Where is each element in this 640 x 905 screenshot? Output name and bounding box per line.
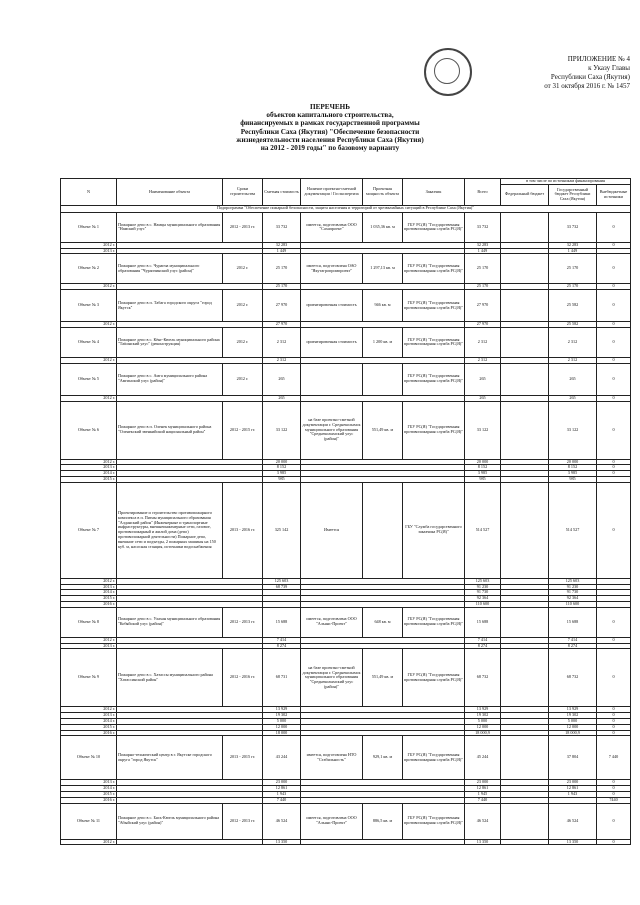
year-cost: 25 170 bbox=[263, 284, 301, 290]
year-cost: 27 970 bbox=[263, 322, 301, 328]
object-cost: 68 731 bbox=[263, 649, 301, 707]
object-row bbox=[61, 649, 631, 707]
year-total: 91 230 bbox=[465, 584, 501, 590]
object-federal bbox=[501, 736, 549, 780]
object-total: 2 312 bbox=[465, 327, 501, 357]
year-state: 8 152 bbox=[549, 465, 597, 471]
header-name: Наименование объекта bbox=[117, 179, 223, 206]
year-label: 2016 г. bbox=[61, 730, 117, 736]
object-federal bbox=[501, 254, 549, 284]
year-state: 110 600 bbox=[549, 601, 597, 607]
object-row bbox=[61, 401, 631, 459]
year-extra: 0 bbox=[597, 791, 631, 797]
object-design bbox=[301, 363, 363, 395]
year-cost: 125 603 bbox=[263, 578, 301, 584]
object-design: на базе проектно-сметной документации г. Среднеколымск муниципального образования "Среднеколымский улус (район)" bbox=[301, 401, 363, 459]
year-state: 18 000,9 bbox=[549, 730, 597, 736]
objects-table bbox=[60, 178, 631, 845]
object-period: 2012 - 2015 гг. bbox=[223, 401, 263, 459]
year-extra: 0 bbox=[597, 730, 631, 736]
object-row bbox=[61, 290, 631, 322]
object-row bbox=[61, 254, 631, 284]
object-period: 2013 - 2016 гг. bbox=[223, 482, 263, 578]
year-extra: 0 bbox=[597, 724, 631, 730]
object-design: имеется, подготовлена ООО "Сахапроект" bbox=[301, 212, 363, 242]
year-extra: 0 bbox=[597, 471, 631, 477]
object-row bbox=[61, 736, 631, 780]
year-label: 2012 г. bbox=[61, 459, 117, 465]
object-row bbox=[61, 327, 631, 357]
year-extra: 0 bbox=[597, 242, 631, 248]
year-label: 2015 г. bbox=[61, 596, 117, 602]
year-extra: 0 bbox=[597, 459, 631, 465]
object-period: 2012 - 2013 гг. bbox=[223, 607, 263, 637]
approval-line: ПРИЛОЖЕНИЕ № 4 bbox=[567, 55, 630, 63]
year-total: 23 000 bbox=[465, 780, 501, 786]
year-cost: 68 739 bbox=[263, 584, 301, 590]
year-extra: 0 bbox=[597, 637, 631, 643]
object-row bbox=[61, 803, 631, 839]
object-number: Объект № 11 bbox=[61, 803, 117, 839]
year-total: 27 970 bbox=[465, 322, 501, 328]
year-total: 12 861 bbox=[465, 786, 501, 792]
year-empty bbox=[117, 839, 263, 845]
object-total: 45 244 bbox=[465, 736, 501, 780]
year-label: 2013 г. bbox=[61, 465, 117, 471]
year-extra: 0 bbox=[597, 839, 631, 845]
object-federal bbox=[501, 649, 549, 707]
object-capacity: 1 035,36 кв. м bbox=[363, 212, 403, 242]
object-extra: 0 bbox=[597, 803, 631, 839]
object-design: Имеется bbox=[301, 482, 363, 578]
object-period: 2012 г. bbox=[223, 290, 263, 322]
object-state: 37 804 bbox=[549, 736, 597, 780]
object-extra: 0 bbox=[597, 327, 631, 357]
header-design: Наличие проектно-сметной документации / Госэкспертиза bbox=[301, 179, 363, 206]
year-extra: 0 bbox=[597, 707, 631, 713]
approval-block bbox=[470, 55, 630, 91]
year-total: 5 000 bbox=[465, 718, 501, 724]
object-total: 68 732 bbox=[465, 649, 501, 707]
object-federal bbox=[501, 363, 549, 395]
year-total: 13 350 bbox=[465, 839, 501, 845]
object-total: 46 524 bbox=[465, 803, 501, 839]
year-state: 7 414 bbox=[549, 637, 597, 643]
object-state: 265 bbox=[549, 363, 597, 395]
year-row bbox=[61, 839, 631, 845]
year-extra: 0 bbox=[597, 718, 631, 724]
header-period: Сроки строительства bbox=[223, 179, 263, 206]
year-state: 23 000 bbox=[549, 780, 597, 786]
year-label: 2015 г. bbox=[61, 476, 117, 482]
year-extra: 0 bbox=[597, 357, 631, 363]
year-label: 2014 г. bbox=[61, 590, 117, 596]
object-state: 33 122 bbox=[549, 401, 597, 459]
year-state: 1 449 bbox=[549, 248, 597, 254]
header-state: Государственный бюджет Республики Саха (Якутия) bbox=[549, 184, 597, 205]
title-line: Республики Саха (Якутия) "Обеспечение безопасности bbox=[240, 127, 420, 136]
object-capacity: 929,1 кв. м bbox=[363, 736, 403, 780]
object-customer: ГБУ РС(Я) "Государственная противопожарная служба РС(Я)" bbox=[403, 290, 465, 322]
year-label: 2015 г. bbox=[61, 724, 117, 730]
object-number: Объект № 4 bbox=[61, 327, 117, 357]
year-state: 32 283 bbox=[549, 242, 597, 248]
object-name: Пожарное депо в п. Оленек муниципального района "Оленекский эвенкийский национальный район" bbox=[117, 401, 223, 459]
year-total: 20 000 bbox=[465, 459, 501, 465]
object-extra: 7 440 bbox=[597, 736, 631, 780]
object-capacity bbox=[363, 482, 403, 578]
year-total: 110 600 bbox=[465, 601, 501, 607]
year-cost: 13 350 bbox=[263, 839, 301, 845]
object-period: 2012 - 2013 гг. bbox=[223, 212, 263, 242]
year-total: 13 929 bbox=[465, 707, 501, 713]
title-line: ПЕРЕЧЕНЬ bbox=[310, 103, 350, 111]
object-customer: ГБУ РС(Я) "Государственная противопожарная служба РС(Я)" bbox=[403, 212, 465, 242]
year-state: 25 582 bbox=[549, 322, 597, 328]
object-total: 514 527 bbox=[465, 482, 501, 578]
object-capacity: 1 297,13 кв. м bbox=[363, 254, 403, 284]
object-name: Пожарное депо в с. Чурапча муниципального образования "Чурапчинский улус (район)" bbox=[117, 254, 223, 284]
year-state: 92 364 bbox=[549, 596, 597, 602]
title-line: жизнедеятельности населения Республики Саха (Якутия) bbox=[236, 135, 424, 144]
object-number: Объект № 9 bbox=[61, 649, 117, 707]
object-cost: 15 688 bbox=[263, 607, 301, 637]
year-label: 2012 г. bbox=[61, 322, 117, 328]
year-state: 3 985 bbox=[549, 471, 597, 477]
header-num: N bbox=[61, 179, 117, 206]
year-cost: 3 985 bbox=[263, 471, 301, 477]
object-federal bbox=[501, 327, 549, 357]
object-capacity bbox=[363, 363, 403, 395]
object-state: 514 527 bbox=[549, 482, 597, 578]
object-row bbox=[61, 363, 631, 395]
year-cost: 1 943 bbox=[263, 791, 301, 797]
year-total: 265 bbox=[465, 395, 501, 401]
year-cost: 23 000 bbox=[263, 780, 301, 786]
object-total: 265 bbox=[465, 363, 501, 395]
year-total: 1 945 bbox=[465, 791, 501, 797]
year-state: 8 274 bbox=[549, 643, 597, 649]
year-label: 2013 г. bbox=[61, 643, 117, 649]
year-cost: 5 000 bbox=[263, 718, 301, 724]
year-label: 2012 г. bbox=[61, 637, 117, 643]
object-state: 15 688 bbox=[549, 607, 597, 637]
object-capacity: 551,49 кв. м bbox=[363, 401, 403, 459]
year-extra: 0 bbox=[597, 322, 631, 328]
official-seal bbox=[424, 48, 472, 96]
year-extra: 0 bbox=[597, 786, 631, 792]
object-name: Пожарное депо в с. Хатассы муниципального района "Хатассинский район" bbox=[117, 649, 223, 707]
header-incl: в том числе по источникам финансирования bbox=[501, 179, 631, 185]
object-name: Пожарное депо в с. Улахан муниципального образования "Кобяйский улус (район)" bbox=[117, 607, 223, 637]
year-label: 2012 г. bbox=[61, 242, 117, 248]
object-name: Пожарное депо в с. Намцы муниципального образования "Намский улус" bbox=[117, 212, 223, 242]
year-label: 2012 г. bbox=[61, 357, 117, 363]
object-cost: 33 122 bbox=[263, 401, 301, 459]
object-customer: ГБУ РС(Я) "Государственная противопожарная служба РС(Я)" bbox=[403, 649, 465, 707]
approval-line: к Указу Главы bbox=[588, 64, 630, 72]
year-state: 20 000 bbox=[549, 459, 597, 465]
object-extra: 0 bbox=[597, 212, 631, 242]
year-label: 2013 г. bbox=[61, 248, 117, 254]
object-customer: ГБУ РС(Я) "Государственная противопожарная служба РС(Я)" bbox=[403, 607, 465, 637]
object-number: Объект № 3 bbox=[61, 290, 117, 322]
object-extra: 0 bbox=[597, 290, 631, 322]
title-line: объектов капитального строительства, bbox=[266, 111, 394, 120]
header-cost: Сметная стоимость bbox=[263, 179, 301, 206]
year-cost: 13 929 bbox=[263, 707, 301, 713]
year-state: 91 730 bbox=[549, 590, 597, 596]
year-label: 2012 г. bbox=[61, 284, 117, 290]
year-total: 19 302 bbox=[465, 713, 501, 719]
year-label: 2013 г. bbox=[61, 584, 117, 590]
year-total: 985 bbox=[465, 476, 501, 482]
year-empty bbox=[301, 839, 465, 845]
approval-line: от 31 октября 2016 г. № 1457 bbox=[544, 82, 630, 90]
object-name: Пожарное депо в п. Табага городского округа "город Якутск" bbox=[117, 290, 223, 322]
object-capacity: 886,5 кв. м bbox=[363, 803, 403, 839]
year-extra: 7440 bbox=[597, 797, 631, 803]
year-cost: 985 bbox=[263, 476, 301, 482]
object-federal bbox=[501, 803, 549, 839]
year-cost: 7 414 bbox=[263, 637, 301, 643]
year-label: 2013 г. bbox=[61, 780, 117, 786]
object-design: имеется, подготовлена ООО "Альянс-Проект" bbox=[301, 607, 363, 637]
year-federal bbox=[501, 839, 549, 845]
object-name: Пожарное депо в с. Бясь-Кюель муниципального района "Абыйский улус (район)" bbox=[117, 803, 223, 839]
year-total: 25 170 bbox=[465, 284, 501, 290]
object-capacity: 551,49 кв. м bbox=[363, 649, 403, 707]
object-extra: 0 bbox=[597, 363, 631, 395]
year-total: 7 440 bbox=[465, 797, 501, 803]
object-customer: ГБУ РС(Я) "Государственная противопожарная служба РС(Я)" bbox=[403, 736, 465, 780]
year-state: 12 861 bbox=[549, 786, 597, 792]
year-cost: 8 274 bbox=[263, 643, 301, 649]
object-total: 25 170 bbox=[465, 254, 501, 284]
object-state: 33 732 bbox=[549, 212, 597, 242]
year-cost: 7 440 bbox=[263, 797, 301, 803]
object-federal bbox=[501, 212, 549, 242]
object-row bbox=[61, 482, 631, 578]
object-state: 25 582 bbox=[549, 290, 597, 322]
object-name: Проектирование и строительство противопожарного комплекса в п. Пятны муниципального образования "Алданский район" (Инженерные и транспортные инфраструктуры, внешнеинженерные сети, газовое, противопожарный и жилой дома (депо) противопожарной деятельности) Пожарное депо, внешние сети и подъезды, 2 пожарных машины на 150 куб. м, насосная станция, источники водоснабжения bbox=[117, 482, 223, 578]
year-cost: 20 000 bbox=[263, 459, 301, 465]
year-total: 12 000 bbox=[465, 724, 501, 730]
header-extra: Внебюджетные источники bbox=[597, 184, 631, 205]
object-total: 33 122 bbox=[465, 401, 501, 459]
object-extra: 0 bbox=[597, 649, 631, 707]
object-number: Объект № 2 bbox=[61, 254, 117, 284]
year-state: 13 350 bbox=[549, 839, 597, 845]
year-label: 2016 г. bbox=[61, 797, 117, 803]
year-total: 7 414 bbox=[465, 637, 501, 643]
object-customer: ГБУ "Служба государственного заказчика РС(Я)" bbox=[403, 482, 465, 578]
year-label: 2015 г. bbox=[61, 791, 117, 797]
object-customer: ГБУ РС(Я) "Государственная противопожарная служба РС(Я)" bbox=[403, 254, 465, 284]
object-extra: 0 bbox=[597, 401, 631, 459]
object-state: 68 732 bbox=[549, 649, 597, 707]
object-design: имеется, подготовлена ООО "Альянс-Проект" bbox=[301, 803, 363, 839]
object-federal bbox=[501, 401, 549, 459]
header-capacity: Проектная мощность объекта bbox=[363, 179, 403, 206]
object-name: Пожарное депо в с. Кёнг-Кюель муниципального района "Тattинский улус" (реконструкция) bbox=[117, 327, 223, 357]
year-label: 2014 г. bbox=[61, 718, 117, 724]
year-label: 2016 г. bbox=[61, 601, 117, 607]
year-cost: 8 152 bbox=[263, 465, 301, 471]
title-line: на 2012 - 2019 годы" по базовому варианту bbox=[260, 144, 400, 153]
year-label: 2012 г. bbox=[61, 578, 117, 584]
object-design: имеется, подготовлена НТО "Стабильность" bbox=[301, 736, 363, 780]
year-state: 91 230 bbox=[549, 584, 597, 590]
object-total: 15 688 bbox=[465, 607, 501, 637]
object-number: Объект № 10 bbox=[61, 736, 117, 780]
object-federal bbox=[501, 607, 549, 637]
year-total: 8 152 bbox=[465, 465, 501, 471]
object-cost: 27 970 bbox=[263, 290, 301, 322]
year-state: 13 929 bbox=[549, 707, 597, 713]
year-cost: 12 861 bbox=[263, 786, 301, 792]
object-cost: 265 bbox=[263, 363, 301, 395]
year-state: 5 000 bbox=[549, 718, 597, 724]
year-label: 2012 г. bbox=[61, 707, 117, 713]
title-line: финансируемых в рамках государственной программы bbox=[240, 119, 420, 128]
object-number: Объект № 8 bbox=[61, 607, 117, 637]
year-extra: 0 bbox=[597, 780, 631, 786]
year-state: 12 000 bbox=[549, 724, 597, 730]
object-period: 2012 - 2016 гг. bbox=[223, 649, 263, 707]
object-customer: ГБУ РС(Я) "Государственная противопожарная служба РС(Я)" bbox=[403, 401, 465, 459]
object-state: 46 524 bbox=[549, 803, 597, 839]
year-total: 91 730 bbox=[465, 590, 501, 596]
year-cost: 1 449 bbox=[263, 248, 301, 254]
object-federal bbox=[501, 482, 549, 578]
year-cost: 19 302 bbox=[263, 713, 301, 719]
object-period: 2012 г. bbox=[223, 363, 263, 395]
header-total: Всего bbox=[465, 179, 501, 206]
object-customer: ГБУ РС(Я) "Государственная противопожарная служба РС(Я)" bbox=[403, 327, 465, 357]
object-design: на базе проектно-сметной документации г. Среднеколымск муниципального образования "Среднеколымский улус (район)" bbox=[301, 649, 363, 707]
year-total: 3 985 bbox=[465, 471, 501, 477]
document-title bbox=[160, 103, 500, 152]
object-row bbox=[61, 212, 631, 242]
year-label: 2012 г. bbox=[61, 395, 117, 401]
object-capacity: 1 200 кв. м bbox=[363, 327, 403, 357]
object-period: 2012 г. bbox=[223, 254, 263, 284]
object-capacity: 946 кв. м bbox=[363, 290, 403, 322]
year-cost: 12 000 bbox=[263, 724, 301, 730]
year-total: 125 603 bbox=[465, 578, 501, 584]
header-federal: Федеральный бюджет bbox=[501, 184, 549, 205]
object-state: 25 170 bbox=[549, 254, 597, 284]
year-state: 1 943 bbox=[549, 791, 597, 797]
approval-line: Республики Саха (Якутия) bbox=[550, 73, 630, 81]
year-label: 2014 г. bbox=[61, 471, 117, 477]
object-total: 27 970 bbox=[465, 290, 501, 322]
year-extra: 0 bbox=[597, 284, 631, 290]
year-label: 2012 г. bbox=[61, 839, 117, 845]
year-cost: 32 283 bbox=[263, 242, 301, 248]
object-period: 2012 - 2013 гг. bbox=[223, 803, 263, 839]
year-extra: 0 bbox=[597, 465, 631, 471]
year-state: 125 603 bbox=[549, 578, 597, 584]
year-total: 32 283 bbox=[465, 242, 501, 248]
object-capacity: 648 кв. м bbox=[363, 607, 403, 637]
object-number: Объект № 1 bbox=[61, 212, 117, 242]
section-title: Подпрограмма "Обеспечение пожарной безопасности, защита населения и территорий от чрезвычайных ситуаций в Республике Саха (Якутия)" bbox=[61, 205, 631, 212]
header-customer: Заказчик bbox=[403, 179, 465, 206]
year-cost: 265 bbox=[263, 395, 301, 401]
year-state: 985 bbox=[549, 476, 597, 482]
object-customer: ГБУ РС(Я) "Государственная противопожарная служба РС(Я)" bbox=[403, 363, 465, 395]
year-extra: 0 bbox=[597, 395, 631, 401]
object-name: Пожарно-технический центр в г. Якутске городского округа "город Якутск" bbox=[117, 736, 223, 780]
object-row bbox=[61, 607, 631, 637]
year-state: 25 170 bbox=[549, 284, 597, 290]
year-extra: 0 bbox=[597, 713, 631, 719]
year-total: 2 312 bbox=[465, 357, 501, 363]
object-customer: ГБУ РС(Я) "Государственная противопожарная служба РС(Я)" bbox=[403, 803, 465, 839]
year-total: 8 274 bbox=[465, 643, 501, 649]
object-state: 2 312 bbox=[549, 327, 597, 357]
object-number: Объект № 7 bbox=[61, 482, 117, 578]
object-cost: 33 732 bbox=[263, 212, 301, 242]
object-number: Объект № 6 bbox=[61, 401, 117, 459]
object-total: 33 732 bbox=[465, 212, 501, 242]
object-cost: 46 524 bbox=[263, 803, 301, 839]
object-extra: 0 bbox=[597, 607, 631, 637]
year-state: 19 302 bbox=[549, 713, 597, 719]
object-number: Объект № 5 bbox=[61, 363, 117, 395]
object-design: имеется, подготовлена ОАО "Якутагропромпроект" bbox=[301, 254, 363, 284]
object-name: Пожарное депо в с. Амга муниципального района "Амгинский улус (район)" bbox=[117, 363, 223, 395]
year-label: 2014 г. bbox=[61, 786, 117, 792]
object-extra: 0 bbox=[597, 482, 631, 578]
object-period: 2012 г. bbox=[223, 327, 263, 357]
object-cost: 25 170 bbox=[263, 254, 301, 284]
object-federal bbox=[501, 290, 549, 322]
year-state: 265 bbox=[549, 395, 597, 401]
object-cost: 2 312 bbox=[263, 327, 301, 357]
object-design: ориентировочная стоимость bbox=[301, 290, 363, 322]
object-extra: 0 bbox=[597, 254, 631, 284]
year-cost: 2 312 bbox=[263, 357, 301, 363]
year-total: 92 364 bbox=[465, 596, 501, 602]
year-label: 2013 г. bbox=[61, 713, 117, 719]
year-total: 18 000,9 bbox=[465, 730, 501, 736]
object-cost: 43 244 bbox=[263, 736, 301, 780]
object-cost: 325 142 bbox=[263, 482, 301, 578]
year-state: 2 312 bbox=[549, 357, 597, 363]
year-total: 1 449 bbox=[465, 248, 501, 254]
object-period: 2013 - 2015 гг. bbox=[223, 736, 263, 780]
year-cost: 18 000 bbox=[263, 730, 301, 736]
object-design: ориентировочная стоимость bbox=[301, 327, 363, 357]
